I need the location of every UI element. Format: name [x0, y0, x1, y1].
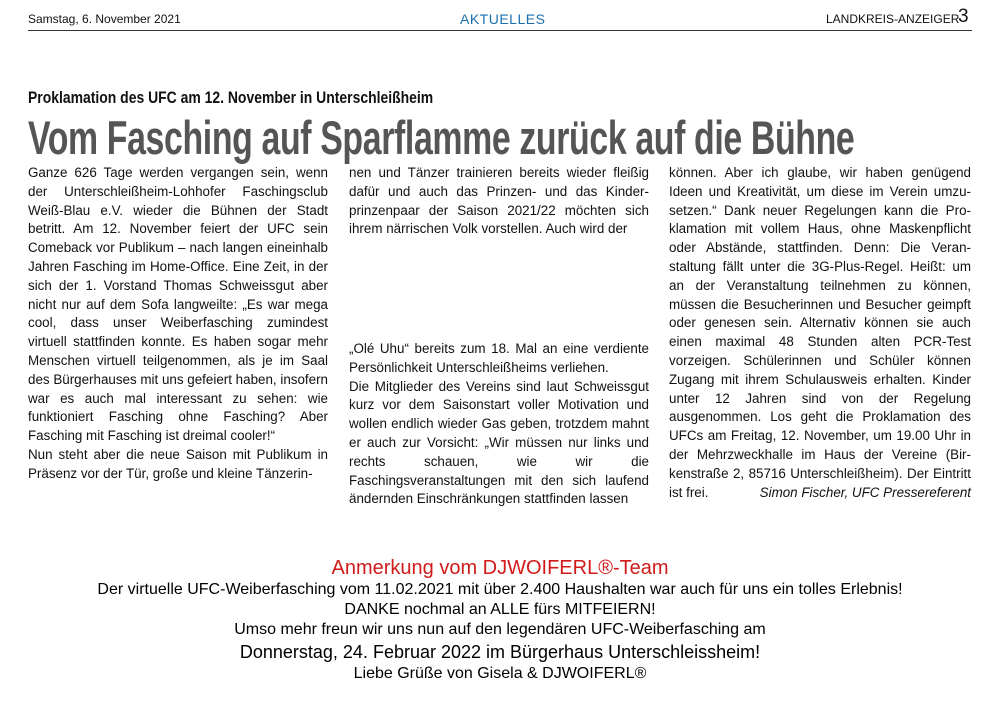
- note-line: Umso mehr freun wir uns nun auf den legendären UFC-Weiberfasching am: [234, 621, 766, 638]
- header-divider: [28, 30, 972, 31]
- article-column-1: [28, 164, 328, 484]
- note-greeting: Liebe Grüße von Gisela & DJWOIFERL®: [353, 665, 647, 682]
- paragraph: „Olé Uhu“ bereits zum 18. Mal an eine verdiente Persönlichkeit Unterschleißheims verliehen.: [349, 341, 649, 375]
- article-kicker: Proklamation des UFC am 12. November in Unterschleißheim: [28, 88, 434, 107]
- paragraph: Die Mitglieder des Vereins sind laut Schweissgut kurz vor dem Saisonstart voller Motivation und wollen endlich wieder Gas geben, trotzdem mahnt er auch zur Vorsicht: „Wir müssen nur links und rechts schauen, wie wir die Faschingsveranstaltungen mit den sich laufend ändernden Einschränkungen stattfinden lassen: [349, 378, 649, 507]
- page-number: 3: [958, 6, 969, 27]
- author-signature: Simon Fischer, UFC Pressereferent: [759, 484, 971, 500]
- newspaper-name: LANDKREIS-ANZEIGER: [826, 12, 960, 26]
- paragraph-text: können. Aber ich glaube, wir haben genügend Ideen und Kreativität, um diese im Verein umzusetzen.“ Dank neuer Regelungen kann die Proklamation mit vollem Haus, ohne Maskenpflicht oder Abstände, stattfinden. Denn: Die Veranstaltung fällt unter die 3G-Plus-Regel. Heißt: um an der Veranstaltung teilnehmen zu können, müssen die Besucherinnen und Besucher geimpft oder genesen sein. Alternativ können sie auch einen maximal 48 Stunden alten PCR-Test vorzeigen. Schülerinnen und Schüler können Zugang mit ihrem Schulausweis erhalten. Kinder unter 12 Jahren sind von der Regelung ausgenommen. Los geht die Proklamation des UFCs am Freitag, 12. November, um 19.00 Uhr in der Mehrzweckhalle im Haus der Vereine (Birkenstraße 2, 85716 Unterschleißheim). Der Eintritt ist frei.: [669, 165, 971, 500]
- article-headline: Vom Fasching auf Sparflamme zurück auf die Bühne: [28, 111, 855, 164]
- article-column-2-top: [349, 164, 649, 239]
- team-note: [0, 556, 1000, 684]
- paragraph: [669, 164, 971, 502]
- page-header: [28, 6, 972, 30]
- note-line: Der virtuelle UFC-Weiberfasching vom 11.02.2021 mit über 2.400 Haushalten war auch für uns ein tolles Erlebnis!: [97, 581, 903, 598]
- paragraph: Ganze 626 Tage werden vergangen sein, wenn der Unterschleißheim-Lohhofer Faschingsclub Weiß-Blau e.V. wieder die Bühnen der Stadt betritt. Am 12. November feiert der UFC sein Comeback vor Publikum – nach langen eineinhalb Jahren Fasching im Home-Office. Eine Zeit, in der sich der 1. Vorstand Thomas Schweissgut aber nicht nur auf dem Sofa langweilte: „Es war mega cool, dass unser Weiberfasching zumindest virtuell stattfinden konnte. Es haben sogar mehr Menschen virtuell teilgenommen, als je im Saal des Bürgerhauses mit uns gefeiert haben, insofern war es auch mal interessant zu sehen: wie funktioniert Fasching ohne Fasching? Aber Fasching mit Fasching ist dreimal cooler!“: [28, 165, 328, 444]
- issue-date: Samstag, 6. November 2021: [28, 12, 181, 26]
- note-event-date: Donnerstag, 24. Februar 2022 im Bürgerhaus Unterschleissheim!: [239, 642, 761, 662]
- paragraph: Nun steht aber die neue Saison mit Publikum in Präsenz vor der Tür, große und kleine Tänzerin-: [28, 446, 328, 481]
- article-column-3: [669, 164, 971, 502]
- note-title: Anmerkung vom DJWOIFERL®-Team: [331, 557, 669, 579]
- section-label: AKTUELLES: [460, 11, 546, 27]
- note-line: DANKE nochmal an ALLE fürs MITFEIERN!: [344, 601, 656, 618]
- article-column-2-bottom: [349, 340, 649, 509]
- paragraph: nen und Tänzer trainieren bereits wieder fleißig dafür und auch das Prinzen- und das Kinderprinzenpaar der Saison 2021/22 möchten sich ihrem närrischen Volk vorstellen. Auch wird der: [349, 165, 649, 237]
